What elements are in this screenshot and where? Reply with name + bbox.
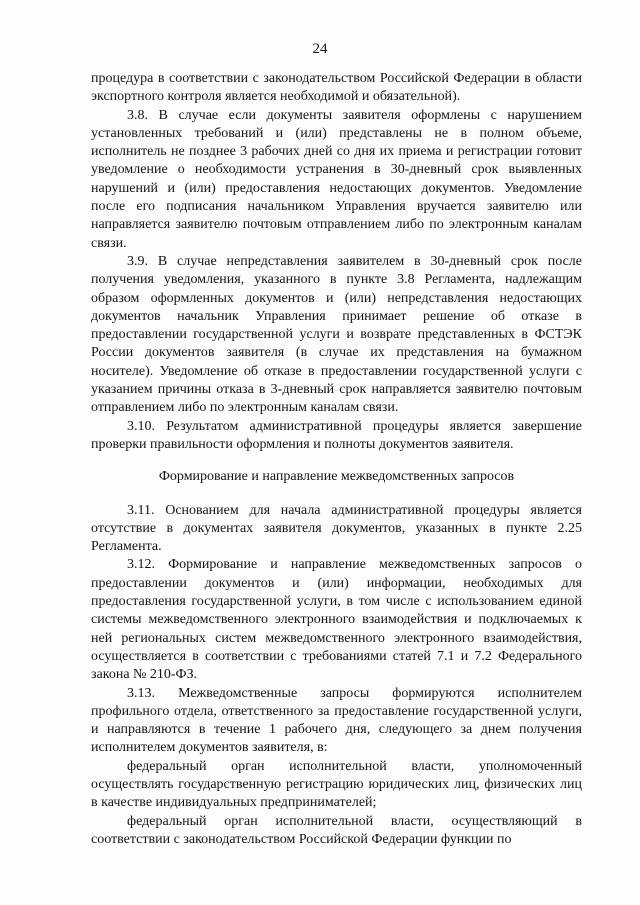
paragraph-3-12: 3.12. Формирование и направление межведомственных запросов о предоставлении документов и (или) информации, необходимых для предоставления государственной услуги, в том числе с использованием единой системы межведомственного электронного взаимодействия и подключаемых к ней региональных систем межведомственного электронного взаимодействия, осуществляется в соответствии с требованиями статей 7.1 и 7.2 Федерального закона № 210-ФЗ. bbox=[91, 557, 582, 683]
paragraph-3-9: 3.9. В случае непредставления заявителем в 30-дневный срок после получения уведомления, указанного в пункте 3.8 Регламента, надлежащим образом оформленных документов и (или) непредставления недостающих документов начальник Управления принимает решение об отказе в предоставлении государственной услуги и возврате представленных в ФСТЭК России документов заявителя (в случае их представления на бумажном носителе). Уведомление об отказе в предоставлении государственной услуги с указанием причины отказа в 3-дневный срок направляется заявителю почтовым отправлением либо по электронным каналам связи. bbox=[91, 253, 582, 416]
document-body bbox=[91, 70, 582, 849]
paragraph-3-13: 3.13. Межведомственные запросы формируются исполнителем профильного отдела, ответственного за предоставление государственной услуги, и направляются в течение 1 рабочего дня, следующего за днем получения исполнителем документов заявителя, в: bbox=[91, 685, 582, 756]
section-heading: Формирование и направление межведомственных запросов bbox=[158, 469, 515, 485]
page-number: 24 bbox=[312, 41, 328, 57]
paragraph-3-11: 3.11. Основанием для начала административной процедуры является отсутствие в документах заявителя документов, указанных в пункте 2.25 Регламента. bbox=[91, 502, 582, 555]
paragraph-3-10: 3.10. Результатом административной процедуры является завершение проверки правильности оформления и полноты документов заявителя. bbox=[91, 418, 582, 452]
paragraph-3-8: 3.8. В случае если документы заявителя оформлены с нарушением установленных требований и (или) представлены не в полном объеме, исполнитель не позднее 3 рабочих дней со дня их приема и регистрации готовит уведомление о необходимости устранения в 30-дневный срок выявленных нарушений и (или) предоставления недостающих документов. Уведомление после его подписания начальником Управления вручается заявителю или направляется заявителю почтовым отправлением либо по электронным каналам связи. bbox=[91, 107, 582, 251]
paragraph-continuation: процедура в соответствии с законодательством Российской Федерации в области экспортного контроля является необходимой и обязательной). bbox=[91, 71, 582, 105]
list-item-registration-authority: федеральный орган исполнительной власти, уполномоченный осуществлять государственную регистрацию юридических лиц, физических лиц в качестве индивидуальных предпринимателей; bbox=[91, 758, 582, 811]
list-item-executive-authority: федеральный орган исполнительной власти, осуществляющий в соответствии с законодательством Российской Федерации функции по bbox=[91, 813, 582, 847]
